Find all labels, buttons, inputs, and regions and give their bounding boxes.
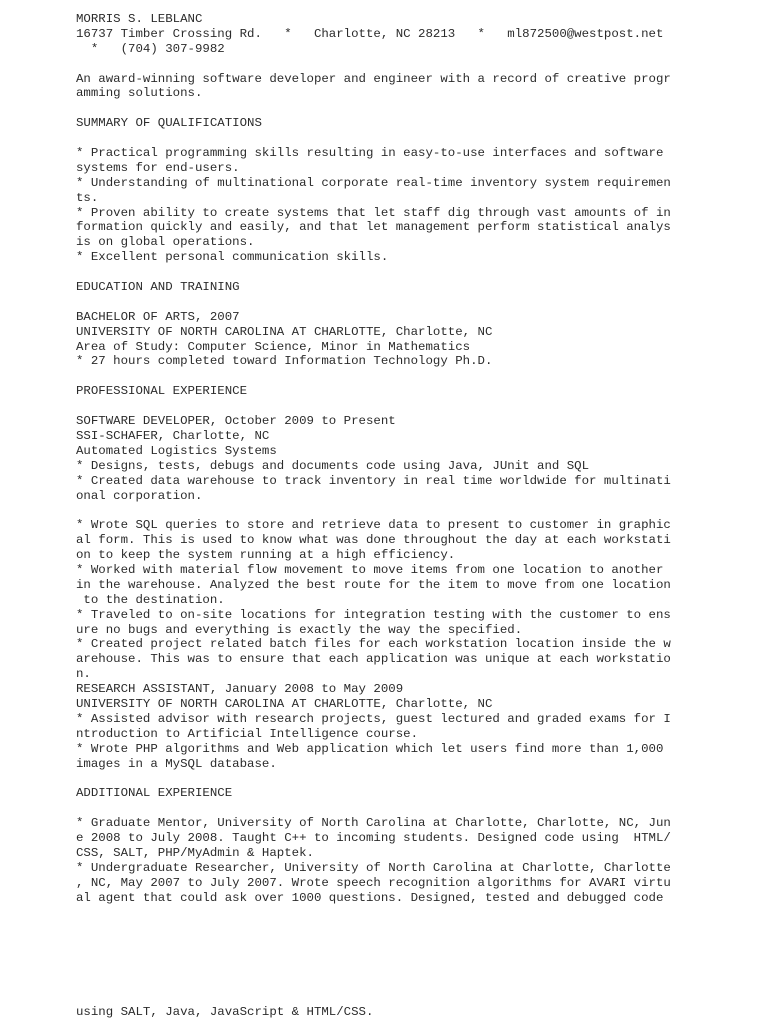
- text-line: * Understanding of multinational corporate real-time inventory system requiremen: [76, 175, 671, 190]
- text-line: * Excellent personal communication skills.: [76, 250, 389, 265]
- text-line: BACHELOR OF ARTS, 2007: [76, 309, 240, 324]
- blank-line: [76, 265, 676, 280]
- text-line: UNIVERSITY OF NORTH CAROLINA AT CHARLOTTE, Charlotte, NC: [76, 696, 493, 711]
- text-line: onal corporation.: [76, 488, 203, 503]
- text-line: e 2008 to July 2008. Taught C++ to incoming students. Designed code using HTML/: [76, 830, 671, 845]
- text-line: * 27 hours completed toward Information Technology Ph.D.: [76, 354, 493, 369]
- blank-line: [76, 801, 676, 816]
- text-line: ADDITIONAL EXPERIENCE: [76, 786, 233, 801]
- text-line: * Designs, tests, debugs and documents code using Java, JUnit and SQL: [76, 458, 590, 473]
- text-line: * Created project related batch files for each workstation location inside the w: [76, 637, 671, 652]
- text-line: * Assisted advisor with research projects, guest lectured and graded exams for I: [76, 711, 671, 726]
- text-line: formation quickly and easily, and that let management perform statistical analys: [76, 220, 671, 235]
- text-line: ts.: [76, 190, 99, 205]
- text-line: ntroduction to Artificial Intelligence course.: [76, 726, 419, 741]
- text-line: images in a MySQL database.: [76, 756, 277, 771]
- resume-continuation-line: using SALT, Java, JavaScript & HTML/CSS.: [76, 1005, 374, 1019]
- text-line: arehouse. This was to ensure that each application was unique at each workstatio: [76, 652, 671, 667]
- blank-line: [76, 399, 676, 414]
- text-line: * Wrote PHP algorithms and Web application which let users find more than 1,000: [76, 741, 664, 756]
- text-line: to the destination.: [76, 592, 225, 607]
- text-line: RESEARCH ASSISTANT, January 2008 to May 2009: [76, 682, 404, 697]
- text-line: * Worked with material flow movement to move items from one location to another: [76, 562, 664, 577]
- blank-line: [76, 503, 676, 518]
- text-line: SSI-SCHAFER, Charlotte, NC: [76, 428, 270, 443]
- text-line: al agent that could ask over 1000 questions. Designed, tested and debugged code: [76, 890, 664, 905]
- text-line: * Graduate Mentor, University of North Carolina at Charlotte, Charlotte, NC, Jun: [76, 816, 671, 831]
- text-line: An award-winning software developer and engineer with a record of creative progr: [76, 71, 671, 86]
- text-line: Area of Study: Computer Science, Minor in Mathematics: [76, 339, 471, 354]
- text-line: 16737 Timber Crossing Rd. * Charlotte, NC 28213 * ml872500@westpost.net: [76, 26, 664, 41]
- text-line: EDUCATION AND TRAINING: [76, 280, 240, 295]
- text-line: , NC, May 2007 to July 2007. Wrote speech recognition algorithms for AVARI virtu: [76, 875, 671, 890]
- resume-document: [76, 12, 676, 905]
- text-line: UNIVERSITY OF NORTH CAROLINA AT CHARLOTTE, Charlotte, NC: [76, 324, 493, 339]
- text-line: SUMMARY OF QUALIFICATIONS: [76, 116, 262, 131]
- text-line: * (704) 307-9982: [76, 41, 225, 56]
- text-line: * Created data warehouse to track inventory in real time worldwide for multinati: [76, 473, 671, 488]
- blank-line: [76, 131, 676, 146]
- blank-line: [76, 57, 676, 72]
- text-line: is on global operations.: [76, 235, 255, 250]
- text-line: SOFTWARE DEVELOPER, October 2009 to Present: [76, 414, 396, 429]
- text-line: Automated Logistics Systems: [76, 443, 277, 458]
- text-line: in the warehouse. Analyzed the best route for the item to move from one location: [76, 577, 671, 592]
- blank-line: [76, 101, 676, 116]
- blank-line: [76, 771, 676, 786]
- blank-line: [76, 295, 676, 310]
- text-line: al form. This is used to know what was done throughout the day at each workstati: [76, 533, 671, 548]
- text-line: CSS, SALT, PHP/MyAdmin & Haptek.: [76, 845, 314, 860]
- text-line: * Undergraduate Researcher, University of North Carolina at Charlotte, Charlotte: [76, 860, 671, 875]
- text-line: n.: [76, 667, 91, 682]
- text-line: amming solutions.: [76, 86, 203, 101]
- text-line: on to keep the system running at a high efficiency.: [76, 548, 456, 563]
- blank-line: [76, 369, 676, 384]
- text-line: PROFESSIONAL EXPERIENCE: [76, 384, 248, 399]
- text-line: ure no bugs and everything is exactly the way the specified.: [76, 622, 523, 637]
- text-line: * Practical programming skills resulting in easy-to-use interfaces and software: [76, 146, 664, 161]
- text-line: * Proven ability to create systems that let staff dig through vast amounts of in: [76, 205, 671, 220]
- text-line: * Traveled to on-site locations for integration testing with the customer to ens: [76, 607, 671, 622]
- text-line: * Wrote SQL queries to store and retrieve data to present to customer in graphic: [76, 518, 671, 533]
- text-line: systems for end-users.: [76, 160, 240, 175]
- text-line: MORRIS S. LEBLANC: [76, 12, 203, 26]
